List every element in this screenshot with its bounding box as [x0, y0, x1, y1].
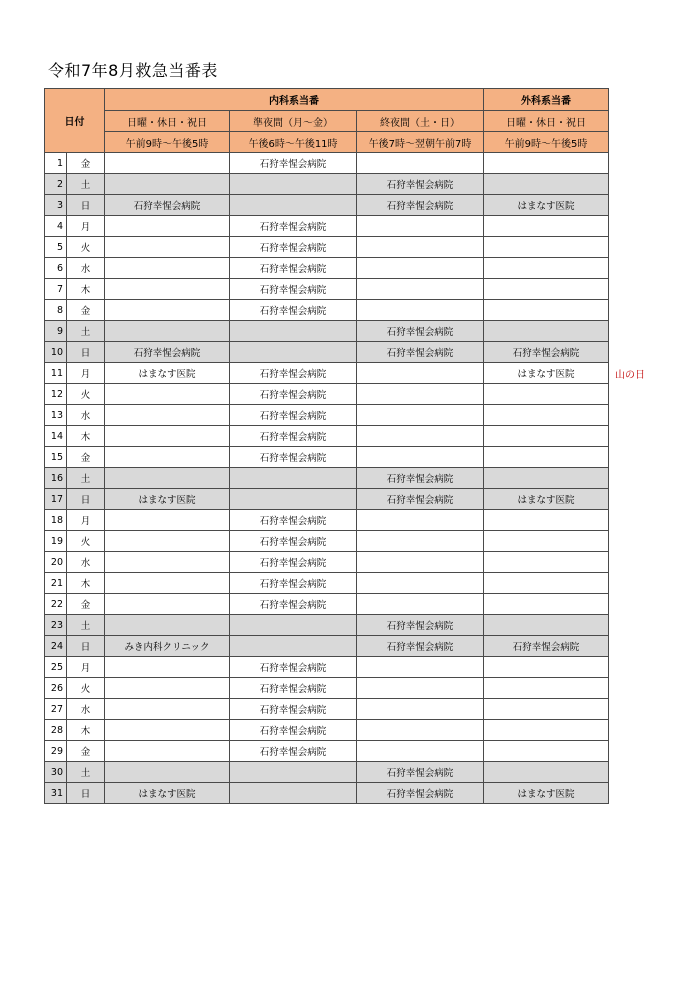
night-cell [357, 405, 484, 426]
holiday-internal-cell: 石狩幸惺会病院 [105, 195, 230, 216]
night-cell [357, 741, 484, 762]
night-cell [357, 426, 484, 447]
day-number: 9 [45, 321, 67, 342]
semi-night-cell: 石狩幸惺会病院 [230, 384, 357, 405]
night-cell [357, 237, 484, 258]
day-number: 8 [45, 300, 67, 321]
weekday: 水 [67, 258, 105, 279]
day-number: 18 [45, 510, 67, 531]
night-cell: 石狩幸惺会病院 [357, 195, 484, 216]
semi-night-cell: 石狩幸惺会病院 [230, 573, 357, 594]
table-row [45, 426, 609, 447]
night-cell: 石狩幸惺会病院 [357, 615, 484, 636]
table-row [45, 573, 609, 594]
holiday-surgical-cell [484, 594, 609, 615]
holiday-surgical-cell [484, 699, 609, 720]
night-cell [357, 678, 484, 699]
weekday: 木 [67, 720, 105, 741]
day-number: 12 [45, 384, 67, 405]
night-cell [357, 531, 484, 552]
semi-night-cell [230, 174, 357, 195]
holiday-surgical-cell [484, 468, 609, 489]
holiday-surgical-cell [484, 615, 609, 636]
weekday: 月 [67, 510, 105, 531]
semi-night-cell: 石狩幸惺会病院 [230, 678, 357, 699]
holiday-surgical-cell [484, 447, 609, 468]
holiday-surgical-cell [484, 153, 609, 174]
table-row [45, 636, 609, 657]
table-row [45, 594, 609, 615]
night-cell [357, 384, 484, 405]
day-number: 28 [45, 720, 67, 741]
table-row [45, 195, 609, 216]
holiday-internal-cell [105, 258, 230, 279]
day-number: 25 [45, 657, 67, 678]
header-col-surg-holiday: 日曜・休日・祝日 [484, 111, 609, 132]
weekday: 月 [67, 216, 105, 237]
header-internal: 内科系当番 [105, 89, 484, 111]
semi-night-cell [230, 468, 357, 489]
weekday: 土 [67, 321, 105, 342]
holiday-internal-cell [105, 426, 230, 447]
day-number: 2 [45, 174, 67, 195]
day-number: 21 [45, 573, 67, 594]
holiday-surgical-cell [484, 510, 609, 531]
holiday-internal-cell [105, 678, 230, 699]
semi-night-cell: 石狩幸惺会病院 [230, 153, 357, 174]
day-number: 14 [45, 426, 67, 447]
table-row [45, 762, 609, 783]
holiday-internal-cell [105, 699, 230, 720]
weekday: 日 [67, 342, 105, 363]
weekday: 木 [67, 573, 105, 594]
table-row [45, 258, 609, 279]
holiday-surgical-cell [484, 762, 609, 783]
semi-night-cell: 石狩幸惺会病院 [230, 447, 357, 468]
holiday-note: 山の日 [615, 370, 645, 381]
day-number: 10 [45, 342, 67, 363]
holiday-surgical-cell [484, 741, 609, 762]
day-number: 11 [45, 363, 67, 384]
header-surgical: 外科系当番 [484, 89, 609, 111]
holiday-surgical-cell [484, 237, 609, 258]
holiday-surgical-cell [484, 258, 609, 279]
semi-night-cell: 石狩幸惺会病院 [230, 216, 357, 237]
holiday-internal-cell [105, 405, 230, 426]
header-time-night: 午後7時～翌朝午前7時 [357, 132, 484, 153]
day-number: 29 [45, 741, 67, 762]
day-number: 20 [45, 552, 67, 573]
weekday: 水 [67, 552, 105, 573]
header-col-semi-night: 準夜間（月～金） [230, 111, 357, 132]
semi-night-cell [230, 321, 357, 342]
table-row [45, 531, 609, 552]
page-title: 令和7年8月救急当番表 [48, 61, 218, 80]
night-cell [357, 510, 484, 531]
table-row [45, 615, 609, 636]
day-number: 16 [45, 468, 67, 489]
table-row [45, 720, 609, 741]
night-cell: 石狩幸惺会病院 [357, 489, 484, 510]
holiday-surgical-cell: はまなす医院 [484, 489, 609, 510]
holiday-surgical-cell: はまなす医院 [484, 783, 609, 804]
night-cell: 石狩幸惺会病院 [357, 321, 484, 342]
day-number: 31 [45, 783, 67, 804]
holiday-internal-cell [105, 510, 230, 531]
holiday-internal-cell [105, 279, 230, 300]
header-col-holiday: 日曜・休日・祝日 [105, 111, 230, 132]
header-time-holiday: 午前9時～午後5時 [105, 132, 230, 153]
semi-night-cell: 石狩幸惺会病院 [230, 426, 357, 447]
holiday-internal-cell [105, 174, 230, 195]
table-row [45, 237, 609, 258]
header-time-surg: 午前9時～午後5時 [484, 132, 609, 153]
holiday-internal-cell [105, 321, 230, 342]
night-cell [357, 552, 484, 573]
semi-night-cell [230, 783, 357, 804]
table-row [45, 300, 609, 321]
weekday: 土 [67, 615, 105, 636]
holiday-internal-cell [105, 468, 230, 489]
holiday-internal-cell [105, 447, 230, 468]
semi-night-cell [230, 636, 357, 657]
holiday-surgical-cell [484, 174, 609, 195]
night-cell [357, 300, 484, 321]
table-row [45, 174, 609, 195]
weekday: 金 [67, 741, 105, 762]
holiday-surgical-cell: はまなす医院 [484, 363, 609, 384]
night-cell [357, 573, 484, 594]
holiday-internal-cell [105, 615, 230, 636]
holiday-internal-cell [105, 741, 230, 762]
table-row [45, 741, 609, 762]
weekday: 木 [67, 426, 105, 447]
holiday-internal-cell [105, 552, 230, 573]
semi-night-cell [230, 342, 357, 363]
semi-night-cell: 石狩幸惺会病院 [230, 699, 357, 720]
weekday: 水 [67, 405, 105, 426]
day-number: 27 [45, 699, 67, 720]
night-cell: 石狩幸惺会病院 [357, 636, 484, 657]
night-cell: 石狩幸惺会病院 [357, 342, 484, 363]
holiday-internal-cell [105, 216, 230, 237]
night-cell [357, 699, 484, 720]
schedule-table [44, 88, 609, 804]
night-cell [357, 216, 484, 237]
semi-night-cell: 石狩幸惺会病院 [230, 741, 357, 762]
semi-night-cell: 石狩幸惺会病院 [230, 594, 357, 615]
weekday: 日 [67, 783, 105, 804]
night-cell: 石狩幸惺会病院 [357, 783, 484, 804]
day-number: 3 [45, 195, 67, 216]
semi-night-cell [230, 489, 357, 510]
holiday-internal-cell [105, 237, 230, 258]
holiday-surgical-cell [484, 279, 609, 300]
weekday: 金 [67, 447, 105, 468]
day-number: 17 [45, 489, 67, 510]
weekday: 月 [67, 363, 105, 384]
semi-night-cell [230, 615, 357, 636]
table-row [45, 783, 609, 804]
holiday-internal-cell [105, 384, 230, 405]
night-cell [357, 447, 484, 468]
holiday-internal-cell [105, 531, 230, 552]
night-cell: 石狩幸惺会病院 [357, 174, 484, 195]
holiday-surgical-cell [484, 573, 609, 594]
day-number: 30 [45, 762, 67, 783]
table-row [45, 279, 609, 300]
weekday: 木 [67, 279, 105, 300]
holiday-surgical-cell [484, 216, 609, 237]
night-cell [357, 258, 484, 279]
table-row [45, 216, 609, 237]
night-cell [357, 153, 484, 174]
weekday: 日 [67, 489, 105, 510]
semi-night-cell [230, 195, 357, 216]
day-number: 7 [45, 279, 67, 300]
holiday-surgical-cell [484, 426, 609, 447]
schedule-body [45, 153, 609, 804]
weekday: 火 [67, 237, 105, 258]
holiday-surgical-cell: 石狩幸惺会病院 [484, 636, 609, 657]
holiday-surgical-cell [484, 321, 609, 342]
night-cell [357, 720, 484, 741]
weekday: 月 [67, 657, 105, 678]
weekday: 火 [67, 384, 105, 405]
holiday-internal-cell [105, 573, 230, 594]
holiday-internal-cell [105, 594, 230, 615]
night-cell [357, 594, 484, 615]
day-number: 1 [45, 153, 67, 174]
holiday-surgical-cell [484, 384, 609, 405]
weekday: 金 [67, 300, 105, 321]
holiday-internal-cell [105, 153, 230, 174]
holiday-surgical-cell [484, 657, 609, 678]
table-row [45, 342, 609, 363]
holiday-internal-cell: はまなす医院 [105, 489, 230, 510]
night-cell [357, 279, 484, 300]
holiday-internal-cell [105, 657, 230, 678]
semi-night-cell: 石狩幸惺会病院 [230, 258, 357, 279]
semi-night-cell: 石狩幸惺会病院 [230, 363, 357, 384]
holiday-surgical-cell [484, 720, 609, 741]
weekday: 土 [67, 468, 105, 489]
day-number: 22 [45, 594, 67, 615]
weekday: 土 [67, 762, 105, 783]
table-row [45, 489, 609, 510]
semi-night-cell: 石狩幸惺会病院 [230, 720, 357, 741]
holiday-surgical-cell [484, 405, 609, 426]
holiday-internal-cell: みき内科クリニック [105, 636, 230, 657]
semi-night-cell: 石狩幸惺会病院 [230, 300, 357, 321]
holiday-surgical-cell [484, 678, 609, 699]
semi-night-cell: 石狩幸惺会病院 [230, 531, 357, 552]
table-row [45, 510, 609, 531]
table-row [45, 657, 609, 678]
day-number: 26 [45, 678, 67, 699]
weekday: 金 [67, 594, 105, 615]
holiday-internal-cell [105, 300, 230, 321]
night-cell: 石狩幸惺会病院 [357, 468, 484, 489]
weekday: 火 [67, 678, 105, 699]
weekday: 火 [67, 531, 105, 552]
header-col-night: 終夜間（土・日） [357, 111, 484, 132]
header-date: 日付 [45, 89, 105, 153]
header-time-semi-night: 午後6時～午後11時 [230, 132, 357, 153]
day-number: 4 [45, 216, 67, 237]
semi-night-cell: 石狩幸惺会病院 [230, 405, 357, 426]
day-number: 24 [45, 636, 67, 657]
table-row [45, 678, 609, 699]
day-number: 13 [45, 405, 67, 426]
table-row [45, 384, 609, 405]
day-number: 5 [45, 237, 67, 258]
weekday: 日 [67, 195, 105, 216]
holiday-surgical-cell [484, 531, 609, 552]
table-row [45, 699, 609, 720]
holiday-surgical-cell: 石狩幸惺会病院 [484, 342, 609, 363]
day-number: 15 [45, 447, 67, 468]
holiday-internal-cell: はまなす医院 [105, 783, 230, 804]
table-row [45, 153, 609, 174]
day-number: 6 [45, 258, 67, 279]
table-row [45, 321, 609, 342]
night-cell [357, 657, 484, 678]
weekday: 土 [67, 174, 105, 195]
semi-night-cell: 石狩幸惺会病院 [230, 552, 357, 573]
day-number: 19 [45, 531, 67, 552]
holiday-internal-cell: 石狩幸惺会病院 [105, 342, 230, 363]
holiday-internal-cell [105, 720, 230, 741]
table-row [45, 363, 609, 384]
table-row [45, 552, 609, 573]
semi-night-cell: 石狩幸惺会病院 [230, 657, 357, 678]
holiday-internal-cell: はまなす医院 [105, 363, 230, 384]
weekday: 金 [67, 153, 105, 174]
holiday-surgical-cell [484, 300, 609, 321]
semi-night-cell [230, 762, 357, 783]
weekday: 日 [67, 636, 105, 657]
day-number: 23 [45, 615, 67, 636]
holiday-surgical-cell [484, 552, 609, 573]
table-row [45, 405, 609, 426]
night-cell [357, 363, 484, 384]
weekday: 水 [67, 699, 105, 720]
semi-night-cell: 石狩幸惺会病院 [230, 279, 357, 300]
semi-night-cell: 石狩幸惺会病院 [230, 510, 357, 531]
semi-night-cell: 石狩幸惺会病院 [230, 237, 357, 258]
table-row [45, 468, 609, 489]
holiday-internal-cell [105, 762, 230, 783]
holiday-surgical-cell: はまなす医院 [484, 195, 609, 216]
table-row [45, 447, 609, 468]
night-cell: 石狩幸惺会病院 [357, 762, 484, 783]
